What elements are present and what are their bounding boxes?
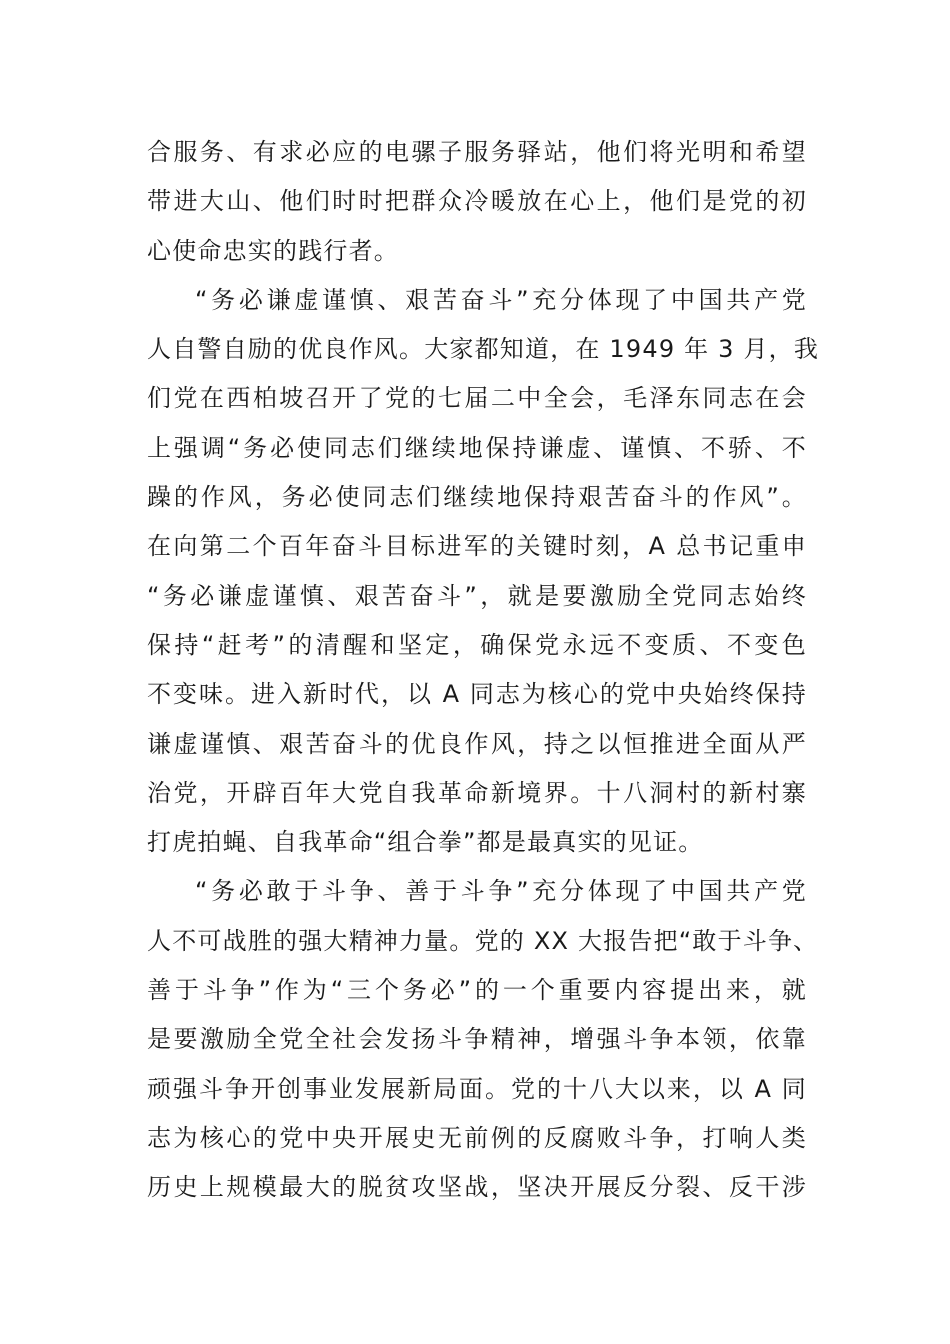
paragraph-3-line-2: 人不可战胜的强大精神力量。党的 XX 大报告把“敢于斗争、 [147,926,819,955]
paragraph-2-line-5: 躁的作风，务必使同志们继续地保持艰苦奋斗的作风”。 [147,483,807,512]
paragraph-2-line-7: “务必谦虚谨慎、艰苦奋斗”，就是要激励全党同志始终 [147,581,807,610]
paragraph-3-line-6: 志为核心的党中央开展史无前例的反腐败斗争，打响人类 [147,1123,807,1152]
paragraph-3-line-5: 顽强斗争开创事业发展新局面。党的十八大以来，以 A 同 [147,1074,807,1103]
paragraph-2-line-2: 人自警自励的优良作风。大家都知道，在 1949 年 3 月，我 [147,335,820,364]
paragraph-2-line-12: 打虎拍蝇、自我革命“组合拳”都是最真实的见证。 [147,828,704,857]
paragraph-3-line-4: 是要激励全党全社会发扬斗争精神，增强斗争本领，依靠 [147,1025,807,1054]
paragraph-3-line-3: 善于斗争”作为“三个务必”的一个重要内容提出来，就 [147,976,807,1005]
paragraph-1-line-1: 合服务、有求必应的电骡子服务驿站，他们将光明和希望 [147,138,807,166]
paragraph-1-line-2: 带进大山、他们时时把群众冷暖放在心上，他们是党的初 [147,187,807,216]
paragraph-2-line-11: 治党，开辟百年大党自我革命新境界。十八洞村的新村寨 [147,778,807,807]
paragraph-2-line-9: 不变味。进入新时代，以 A 同志为核心的党中央始终保持 [147,680,807,709]
paragraph-2-line-8: 保持“赶考”的清醒和坚定，确保党永远不变质、不变色 [147,630,807,659]
paragraph-2-line-10: 谦虚谨慎、艰苦奋斗的优良作风，持之以恒推进全面从严 [147,729,807,758]
document-body [147,128,820,1213]
paragraph-2-line-4: 上强调“务必使同志们继续地保持谦虚、谨慎、不骄、不 [147,433,807,462]
paragraph-3-line-7: 历史上规模最大的脱贫攻坚战，坚决开展反分裂、反干涉 [147,1173,807,1202]
paragraph-2-line-1: “务必谦虚谨慎、艰苦奋斗”充分体现了中国共产党 [195,285,807,314]
paragraph-1-line-3: 心使命忠实的践行者。 [147,236,399,265]
paragraph-2-line-3: 们党在西柏坡召开了党的七届二中全会，毛泽东同志在会 [147,384,807,413]
paragraph-2-line-6: 在向第二个百年奋斗目标进军的关键时刻，A 总书记重申 [147,532,807,561]
paragraph-3-line-1: “务必敢于斗争、善于斗争”充分体现了中国共产党 [195,877,807,906]
